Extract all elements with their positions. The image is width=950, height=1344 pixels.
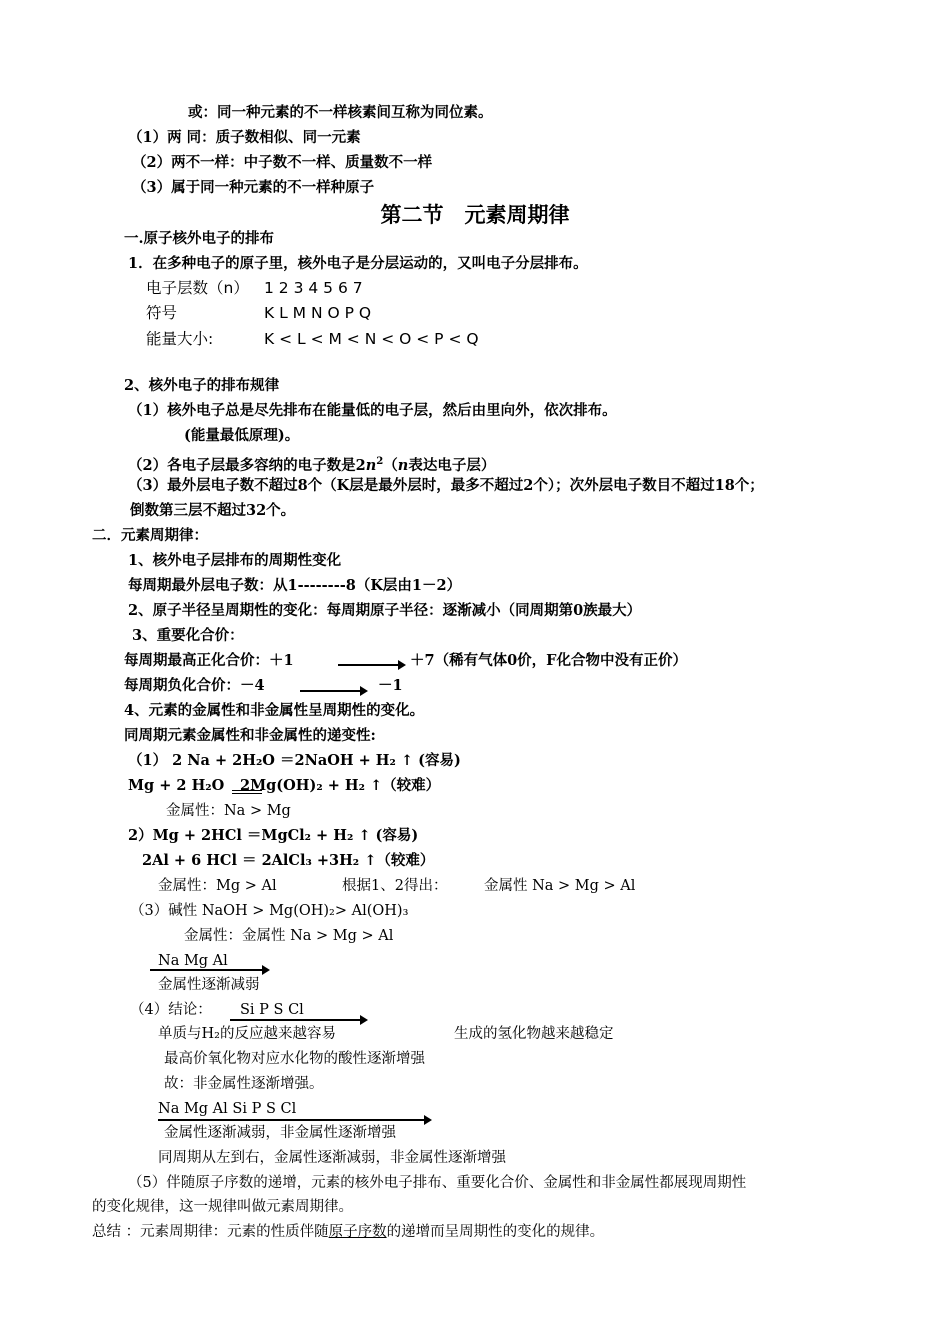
point-2: （2）两不一样：中子数不一样、质量数不一样	[132, 154, 433, 171]
isotope-definition: 或：同一种元素的不一样核素间互称为同位素。	[188, 104, 493, 121]
conclusion-label: 根据1、2得出：	[342, 878, 448, 894]
valence-min-end: －1	[378, 677, 403, 694]
conclusion-5-cont: 的变化规律，这一规律叫做元素周期律。	[92, 1199, 353, 1215]
para-2-4b: 同周期元素金属性和非金属性的递变性:	[124, 727, 376, 744]
valence-min-start: 每周期负化合价：－4	[124, 677, 265, 694]
para-2-1b: 每周期最外层电子数：从1--------8（K层由1－2）	[128, 577, 462, 594]
equation-1: （1） 2 Na + 2H₂O ＝2NaOH + H₂ ↑ (容易)	[128, 752, 461, 769]
shell-row1-values: 1 2 3 4 5 6 7	[264, 279, 363, 297]
equation-2-left: Mg + 2 H₂O	[128, 777, 225, 794]
summary: 总结 ：元素周期律：元素的性质伴随原子序数的递增而呈周期性的变化的规律。	[92, 1224, 605, 1240]
shell-row1-label: 电子层数（n）	[146, 279, 249, 297]
equation-4: 2Al + 6 HCl ＝ 2AlCl₃ +3H₂ ↑（较难）	[142, 852, 435, 869]
h2-reaction: 单质与H₂的反应越来越容易	[158, 1026, 336, 1042]
metal-compare-3: 金属性：金属性 Na > Mg > Al	[184, 928, 394, 944]
trend-left-right: 同周期从左到右，金属性逐渐减弱，非金属性逐渐增强	[158, 1150, 506, 1166]
shell-table	[146, 278, 486, 350]
para-2-2: 2、原子半径呈周期性的变化：每周期原子半径：逐渐减小（同周期第0族最大）	[128, 602, 642, 619]
para-1-1: 1．在多种电子的原子里，核外电子是分层运动的，又叫电子分层排布。	[128, 255, 588, 272]
right-arrow-1	[338, 664, 404, 666]
valence-max-end: ＋7（稀有气体0价，F化合物中没有正价）	[410, 652, 687, 669]
rule-1-note: (能量最低原理)。	[184, 427, 300, 444]
conclusion-4-label: （4）结论：	[130, 1002, 212, 1018]
basicity: （3）碱性 NaOH > Mg(OH)₂> Al(OH)₃	[130, 903, 409, 919]
nonmetal-increase: 故：非金属性逐渐增强。	[164, 1076, 324, 1092]
rule-3-cont: 倒数第三层不超过32个。	[130, 502, 296, 519]
shell-row3-label: 能量大小:	[146, 330, 214, 348]
trend-summary: 金属性逐渐减弱，非金属性逐渐增强	[164, 1125, 396, 1141]
heading-1: 一.原子核外电子的排布	[124, 230, 275, 247]
shell-row3-values: K < L < M < N < O < P < Q	[264, 330, 479, 348]
metal-compare-2: 金属性：Mg > Al	[158, 878, 277, 894]
rule-3: （3）最外层电子数不超过8个（K层是最外层时，最多不超过2个）；次外层电子数目不超过18个；	[128, 477, 764, 494]
metal-decrease: 金属性逐渐减弱	[158, 977, 260, 993]
para-2-3: 3、重要化合价：	[132, 627, 244, 644]
acidity: 最高价氧化物对应水化物的酸性逐渐增强	[164, 1051, 425, 1067]
section-title: 第二节 元素周期律	[380, 202, 570, 227]
equation-2-right: 2Mg(OH)₂ + H₂ ↑（较难）	[240, 777, 441, 794]
metal-compare-1: 金属性：Na > Mg	[166, 803, 291, 819]
elements-row-2: Si P S Cl	[240, 1002, 304, 1018]
elements-row-3: Na Mg Al Si P S Cl	[158, 1101, 297, 1117]
valence-max-start: 每周期最高正化合价：＋1	[124, 652, 294, 669]
right-arrow-5	[158, 1119, 430, 1121]
hydride-stability: 生成的氢化物越来越稳定	[454, 1026, 614, 1042]
heading-2: 二．元素周期律：	[92, 527, 208, 544]
conclusion-5: （5）伴随原子序数的递增，元素的核外电子排布、重要化合价、金属性和非金属性都展现周期性	[128, 1175, 747, 1191]
rule-1: （1）核外电子总是尽先排布在能量低的电子层，然后由里向外，依次排布。	[128, 402, 617, 419]
right-arrow-3	[150, 969, 268, 971]
heading-1-2: 2、核外电子的排布规律	[124, 377, 280, 394]
rule-2: （2）各电子层最多容纳的电子数是$2n^2(n$表达电子层）	[128, 455, 496, 474]
shell-row2-values: K L M N O P Q	[264, 304, 372, 322]
para-2-4: 4、元素的金属性和非金属性呈周期性的变化。	[124, 702, 425, 719]
point-3: （3）属于同一种元素的不一样种原子	[132, 179, 375, 196]
para-2-1: 1、核外电子层排布的周期性变化	[128, 552, 342, 569]
right-arrow-2	[300, 690, 366, 692]
shell-row2-label: 符号	[146, 304, 178, 322]
point-1: （1）两 同：质子数相似、同一元素	[128, 129, 361, 146]
right-arrow-4	[230, 1019, 366, 1021]
equation-3: 2）Mg + 2HCl ＝MgCl₂ + H₂ ↑ (容易)	[128, 827, 419, 844]
metal-order: 金属性 Na > Mg > Al	[484, 878, 636, 894]
elements-row-1: Na Mg Al	[158, 953, 228, 969]
